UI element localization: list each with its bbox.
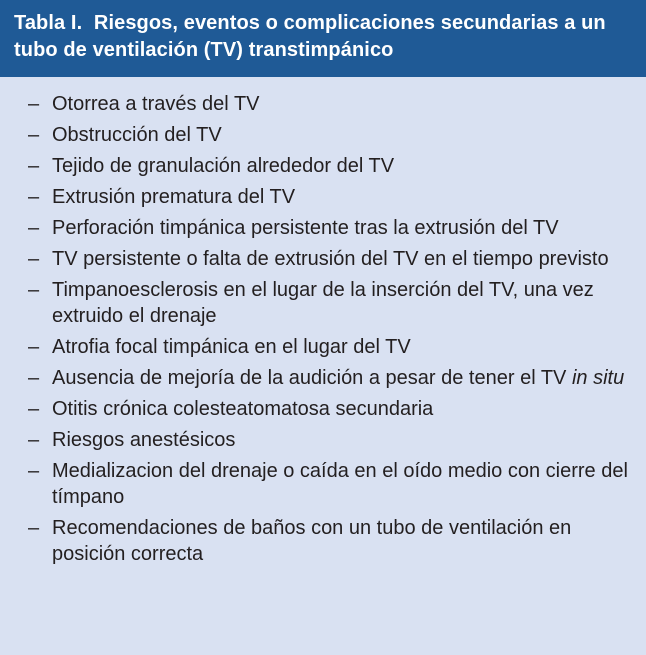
list-item-text: Riesgos anestésicos (52, 429, 236, 451)
list-item (28, 515, 636, 567)
table-label: Tabla I. (14, 12, 83, 34)
list-item (28, 246, 636, 272)
bullet-dash: – (28, 186, 40, 208)
list-item (28, 184, 636, 210)
bullet-dash: – (28, 217, 40, 239)
list-item-text: Timpanoesclerosis en el lugar de la inserción del TV, una vez extruido el drenaje (52, 279, 594, 327)
bullet-dash: – (28, 517, 40, 539)
list-item-text: TV persistente o falta de extrusión del TV en el tiempo previsto (52, 248, 609, 270)
table-header (0, 0, 646, 77)
bullet-dash: – (28, 155, 40, 177)
list-item-text: Obstrucción del TV (52, 124, 222, 146)
list-item (28, 153, 636, 179)
bullet-dash: – (28, 367, 40, 389)
list-item (28, 365, 636, 391)
list-item-text: Otitis crónica colesteatomatosa secundaria (52, 398, 434, 420)
bullet-dash: – (28, 124, 40, 146)
list-item-text: Medializacion del drenaje o caída en el oído medio con cierre del tímpano (52, 460, 628, 508)
bullet-dash: – (28, 429, 40, 451)
list-item (28, 215, 636, 241)
list-item (28, 396, 636, 422)
list-item (28, 334, 636, 360)
table-title: Riesgos, eventos o complicaciones secundarias a un tubo de ventilación (TV) transtimpánico (14, 12, 606, 61)
bullet-dash: – (28, 248, 40, 270)
bullet-dash: – (28, 460, 40, 482)
list-item (28, 427, 636, 453)
bullet-dash: – (28, 398, 40, 420)
list-item-text: Otorrea a través del TV (52, 93, 260, 115)
list-item-text: Extrusión prematura del TV (52, 186, 296, 208)
bullet-dash: – (28, 93, 40, 115)
list-item-text: Atrofia focal timpánica en el lugar del TV (52, 336, 411, 358)
list-item-text: Recomendaciones de baños con un tubo de ventilación en posición correcta (52, 517, 572, 565)
list-item (28, 91, 636, 117)
list-item (28, 122, 636, 148)
list-item-text: Perforación timpánica persistente tras la extrusión del TV (52, 217, 559, 239)
list-item-text: Tejido de granulación alrededor del TV (52, 155, 395, 177)
list-item (28, 458, 636, 510)
list-item-text: Ausencia de mejoría de la audición a pesar de tener el TV (52, 367, 567, 389)
bullet-dash: – (28, 336, 40, 358)
risk-list (0, 77, 646, 567)
list-item-italic-text: in situ (571, 367, 625, 389)
bullet-dash: – (28, 279, 40, 301)
list-item (28, 277, 636, 329)
